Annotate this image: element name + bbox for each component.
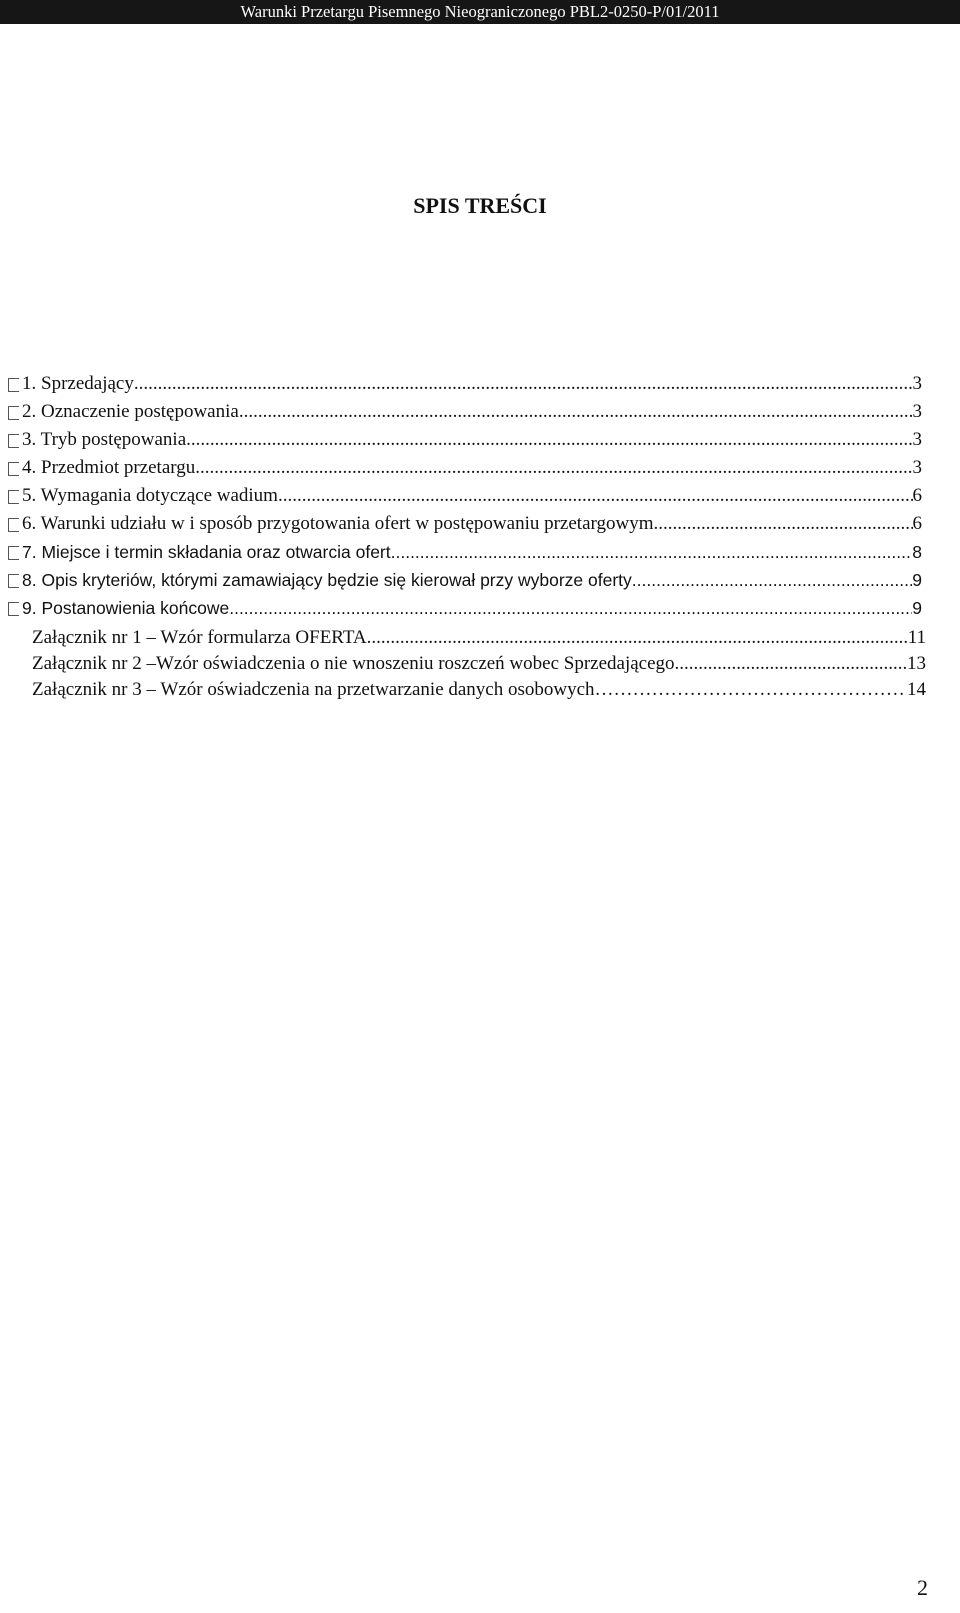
toc-entry-label: 8. Opis kryteriów, którymi zamawiający będzie się kierował przy wyborze oferty [22, 570, 632, 590]
toc-marker [8, 518, 19, 532]
page-title: SPIS TREŚCI [413, 193, 547, 218]
toc-entry-7[interactable] [0, 538, 960, 566]
dot-leader [654, 510, 913, 538]
dot-leader [595, 676, 907, 704]
toc-entry-page: 6 [912, 485, 922, 506]
annex-entry-2[interactable] [0, 650, 960, 678]
toc-entry-page: 3 [912, 401, 922, 422]
annex-entry-page: 11 [907, 627, 926, 648]
toc-entry-label: 1. Sprzedający [22, 373, 134, 394]
toc-entry-label: 3. Tryb postępowania [22, 429, 187, 450]
toc-entry-9[interactable] [0, 594, 960, 622]
toc-entry-page: 6 [912, 513, 922, 534]
annex-entry-label: Załącznik nr 1 – Wzór formularza OFERTA [32, 627, 367, 648]
toc-entry-1[interactable] [0, 370, 960, 398]
toc-entry-2[interactable] [0, 398, 960, 426]
annex-entry-label: Załącznik nr 2 –Wzór oświadczenia o nie wnoszeniu roszczeń wobec Sprzedającego [32, 653, 675, 674]
toc-entry-4[interactable] [0, 454, 960, 482]
dot-leader [186, 426, 912, 454]
page-number: 2 [917, 1575, 928, 1600]
toc-entry-page: 9 [912, 598, 922, 618]
toc-entry-label: 5. Wymagania dotyczące wadium [22, 485, 278, 506]
dot-leader [632, 566, 912, 594]
toc-marker [8, 574, 19, 588]
dot-leader [134, 370, 913, 398]
toc-entry-label: 6. Warunki udziału w i sposób przygotowania ofert w postępowaniu przetargowym [22, 513, 654, 534]
toc-marker [8, 406, 19, 420]
annex-entry-1[interactable] [0, 624, 960, 652]
toc-marker [8, 434, 19, 448]
toc-entry-label: 4. Przedmiot przetargu [22, 457, 196, 478]
toc-marker [8, 602, 19, 616]
annex-entry-page: 13 [907, 653, 926, 674]
toc-entry-page: 9 [912, 570, 922, 590]
toc-entry-3[interactable] [0, 426, 960, 454]
toc-marker [8, 378, 19, 392]
toc-marker [8, 546, 19, 560]
toc-entry-page: 3 [912, 373, 922, 394]
toc-entry-page: 8 [912, 542, 922, 562]
toc-entry-8[interactable] [0, 566, 960, 594]
dot-leader [675, 650, 907, 678]
dot-leader [391, 538, 913, 566]
toc-entry-label: 7. Miejsce i termin składania oraz otwarcia ofert [22, 542, 391, 562]
toc-marker [8, 490, 19, 504]
dot-leader [239, 398, 913, 426]
toc-entry-5[interactable] [0, 482, 960, 510]
toc-entry-label: 9. Postanowienia końcowe [22, 598, 230, 618]
toc-entry-page: 3 [912, 429, 922, 450]
dot-leader [278, 482, 913, 510]
toc-entry-6[interactable] [0, 510, 960, 538]
dot-leader [367, 624, 908, 652]
annex-entry-page: 14 [907, 679, 926, 700]
dot-leader [195, 454, 912, 482]
dot-leader [229, 594, 912, 622]
toc-marker [8, 462, 19, 476]
running-header: Warunki Przetargu Pisemnego Nieograniczonego PBL2-0250-P/01/2011 [0, 0, 960, 24]
annex-entry-3[interactable] [0, 676, 960, 704]
toc-entry-page: 3 [912, 457, 922, 478]
toc-entry-label: 2. Oznaczenie postępowania [22, 401, 239, 422]
annex-entry-label: Załącznik nr 3 – Wzór oświadczenia na przetwarzanie danych osobowych [32, 679, 595, 700]
